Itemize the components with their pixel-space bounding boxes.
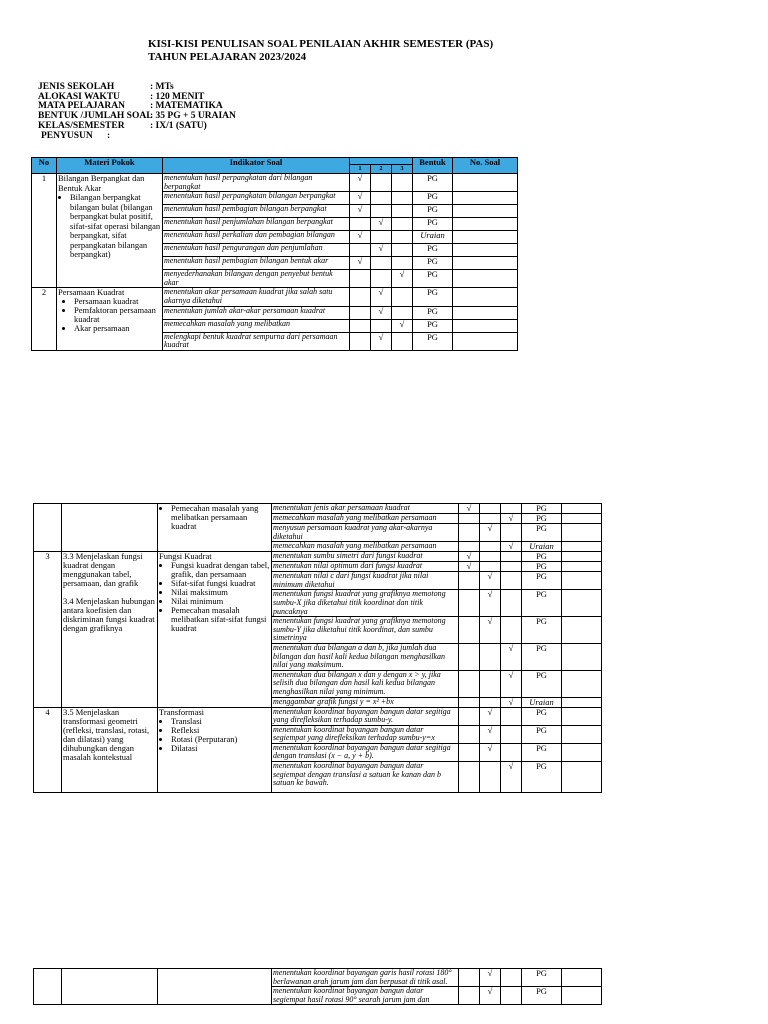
indikator-cell: memecahkan masalah yang melibatkan persamaan bbox=[272, 514, 459, 524]
level-check: √ bbox=[480, 987, 501, 1005]
bentuk-cell: PG bbox=[522, 572, 562, 590]
grid-table-3 bbox=[33, 968, 602, 1005]
document-subtitle: TAHUN PELAJARAN 2023/2024 bbox=[148, 51, 307, 63]
nosoal-cell bbox=[562, 590, 602, 617]
level-check bbox=[501, 562, 522, 572]
bentuk-cell: PG bbox=[522, 969, 562, 987]
nosoal-cell bbox=[562, 697, 602, 707]
bentuk-cell: PG bbox=[413, 306, 453, 319]
nosoal-cell bbox=[453, 270, 518, 288]
level-check bbox=[501, 617, 522, 644]
level-check bbox=[459, 643, 480, 670]
nosoal-cell bbox=[562, 670, 602, 697]
indikator-cell: menyusun persamaan kuadrat yang akar-akarnya diketahui bbox=[272, 524, 459, 542]
materi-item: • Sifat-sifat fungsi kuadrat bbox=[171, 579, 270, 588]
indikator-cell: menentukan koordinat bayangan bangun datar segiempat dengan translasi a satuan ke kanan dan b satuan ke bawah. bbox=[272, 762, 459, 793]
indikator-cell: menentukan koordinat bayangan bangun datar segiempat yang direfleksikan terhadap sumbu-y=x bbox=[272, 725, 459, 743]
indikator-cell: menentukan jenis akar persamaan kuadrat bbox=[272, 504, 459, 514]
table-row bbox=[34, 552, 602, 562]
level-check bbox=[480, 514, 501, 524]
indikator-cell: memecahkan masalah yang melibatkan bbox=[163, 319, 350, 332]
level-check bbox=[501, 552, 522, 562]
bentuk-cell: PG bbox=[522, 552, 562, 562]
bentuk-cell: PG bbox=[413, 205, 453, 218]
level-check: √ bbox=[501, 542, 522, 552]
indikator-cell: menentukan nilai optimum dari fungsi kuadrat bbox=[272, 562, 459, 572]
level-check bbox=[350, 244, 371, 257]
nosoal-cell bbox=[453, 306, 518, 319]
indikator-cell: menentukan jumlah akar-akar persamaan kuadrat bbox=[163, 306, 350, 319]
materi-item: • Nilai minimum bbox=[171, 597, 270, 606]
level-check bbox=[459, 725, 480, 743]
row-number: 2 bbox=[32, 288, 57, 350]
header-level-3: 3 bbox=[392, 165, 413, 174]
bentuk-cell: PG bbox=[522, 643, 562, 670]
nosoal-cell bbox=[453, 231, 518, 244]
row-number bbox=[34, 504, 62, 552]
level-check bbox=[350, 288, 371, 306]
table-row bbox=[32, 174, 518, 192]
materi-item: • Pemecahan masalah yang melibatkan persamaan kuadrat bbox=[171, 504, 270, 531]
bentuk-cell: PG bbox=[413, 288, 453, 306]
level-check bbox=[459, 524, 480, 542]
materi-title: Fungsi Kuadrat bbox=[159, 551, 212, 562]
level-check bbox=[371, 257, 392, 270]
nosoal-cell bbox=[453, 257, 518, 270]
level-check: √ bbox=[371, 332, 392, 350]
level-check bbox=[371, 174, 392, 192]
level-check bbox=[459, 697, 480, 707]
nosoal-cell bbox=[562, 524, 602, 542]
kd-cell: 3.5 Menjelaskan transformasi geometri (refleksi, translasi, rotasi, dan dilatasi) yang dihubungkan dengan masalah kontekstual bbox=[62, 707, 158, 793]
nosoal-cell bbox=[562, 762, 602, 793]
level-check bbox=[350, 332, 371, 350]
level-check bbox=[392, 218, 413, 231]
level-check bbox=[459, 743, 480, 761]
level-check bbox=[501, 590, 522, 617]
document-meta bbox=[38, 83, 236, 141]
materi-cell bbox=[57, 174, 163, 288]
level-check bbox=[501, 987, 522, 1005]
materi-item: • Fungsi kuadrat dengan tabel, grafik, dan persamaan bbox=[171, 561, 270, 579]
nosoal-cell bbox=[562, 514, 602, 524]
level-check: √ bbox=[459, 552, 480, 562]
nosoal-cell bbox=[562, 552, 602, 562]
bentuk-cell: PG bbox=[522, 514, 562, 524]
materi-title: Persamaan Kuadrat bbox=[58, 287, 125, 298]
bentuk-cell: PG bbox=[522, 562, 562, 572]
level-check bbox=[480, 552, 501, 562]
nosoal-cell bbox=[562, 617, 602, 644]
level-check bbox=[350, 218, 371, 231]
materi-item: • Akar persamaan bbox=[74, 324, 161, 333]
nosoal-cell bbox=[453, 218, 518, 231]
kd-text: 3.4 Menjelaskan hubungan antara koefisien dan diskriminan fungsi kuadrat dengan grafiknya bbox=[63, 596, 155, 634]
materi-item: • Rotasi (Perputaran) bbox=[171, 735, 270, 744]
level-check: √ bbox=[501, 670, 522, 697]
materi-item: • Persamaan kuadrat bbox=[74, 297, 161, 306]
materi-item: • Nilai maksimum bbox=[171, 588, 270, 597]
nosoal-cell bbox=[453, 244, 518, 257]
level-check bbox=[459, 707, 480, 725]
level-check bbox=[480, 562, 501, 572]
grid-table-2 bbox=[33, 503, 602, 793]
nosoal-cell bbox=[562, 504, 602, 514]
nosoal-cell bbox=[562, 969, 602, 987]
level-check: √ bbox=[480, 572, 501, 590]
materi-cell bbox=[158, 707, 272, 793]
level-check bbox=[350, 306, 371, 319]
level-check bbox=[501, 572, 522, 590]
level-check: √ bbox=[501, 514, 522, 524]
level-check bbox=[392, 205, 413, 218]
indikator-cell: melengkapi bentuk kuadrat sempurna dari persamaan kuadrat bbox=[163, 332, 350, 350]
bentuk-cell: PG bbox=[522, 617, 562, 644]
level-check: √ bbox=[350, 192, 371, 205]
nosoal-cell bbox=[453, 192, 518, 205]
indikator-cell: menentukan hasil penjumlahan bilangan berpangkat bbox=[163, 218, 350, 231]
indikator-cell: menentukan nilai c dari fungsi kuadrat jika nilai minimum diketahui bbox=[272, 572, 459, 590]
indikator-cell: menentukan koordinat bayangan bangun datar segitiga dengan translasi (x − a, y + b). bbox=[272, 743, 459, 761]
header-nosoal: No. Soal bbox=[453, 158, 518, 174]
level-check: √ bbox=[371, 288, 392, 306]
meta-label: PENYUSUN bbox=[41, 130, 93, 141]
level-check: √ bbox=[371, 244, 392, 257]
indikator-cell: memecahkan masalah yang melibatkan persamaan bbox=[272, 542, 459, 552]
level-check: √ bbox=[480, 725, 501, 743]
bentuk-cell: Uraian bbox=[413, 231, 453, 244]
level-check bbox=[392, 244, 413, 257]
bentuk-cell: PG bbox=[522, 707, 562, 725]
level-check bbox=[480, 542, 501, 552]
level-check bbox=[371, 205, 392, 218]
nosoal-cell bbox=[562, 572, 602, 590]
meta-value: : IX/1 (SATU) bbox=[150, 120, 207, 131]
level-check bbox=[371, 319, 392, 332]
level-check bbox=[392, 174, 413, 192]
indikator-cell: menentukan koordinat bayangan bangun datar segiempat hasil rotasi 90° searah jarum jam dan bbox=[272, 987, 459, 1005]
meta-value: : MTs bbox=[150, 82, 174, 92]
materi-item: • Translasi bbox=[171, 717, 270, 726]
level-check bbox=[501, 969, 522, 987]
indikator-cell: menentukan hasil perkalian dan pembagian bilangan bbox=[163, 231, 350, 244]
level-check bbox=[501, 524, 522, 542]
meta-label: ALOKASI WAKTU bbox=[38, 91, 120, 102]
level-check: √ bbox=[480, 524, 501, 542]
indikator-cell: menentukan fungsi kuadrat yang grafiknya memotong sumbu-Y jika diketahui titik koordinat, dan sumbu simetrinya bbox=[272, 617, 459, 644]
materi-item: • Dilatasi bbox=[171, 744, 270, 753]
level-check bbox=[392, 332, 413, 350]
table-row bbox=[34, 969, 602, 987]
level-check: √ bbox=[350, 174, 371, 192]
kd-cell bbox=[62, 504, 158, 552]
nosoal-cell bbox=[453, 205, 518, 218]
level-check bbox=[371, 192, 392, 205]
level-check bbox=[459, 617, 480, 644]
materi-title: Transformasi bbox=[159, 707, 205, 717]
meta-label: MATA PELAJARAN bbox=[38, 101, 125, 112]
level-check bbox=[459, 762, 480, 793]
level-check: √ bbox=[501, 643, 522, 670]
bentuk-cell: PG bbox=[522, 762, 562, 793]
level-check: √ bbox=[392, 270, 413, 288]
indikator-cell: menentukan sumbu simetri dari fungsi kuadrat bbox=[272, 552, 459, 562]
meta-value: : 120 MENIT bbox=[150, 91, 205, 102]
nosoal-cell bbox=[562, 725, 602, 743]
bentuk-cell: PG bbox=[522, 743, 562, 761]
level-check bbox=[480, 762, 501, 793]
header-indikator: Indikator Soal bbox=[163, 158, 350, 174]
level-check bbox=[459, 542, 480, 552]
nosoal-cell bbox=[562, 743, 602, 761]
materi-title: Bilangan Berpangkat dan Bentuk Akar bbox=[58, 173, 145, 193]
indikator-cell: menggambar grafik fungsi y = x² +bx bbox=[272, 697, 459, 707]
level-check bbox=[371, 231, 392, 244]
kd-text: 3.3 Menjelaskan fungsi kuadrat dengan menggunakan tabel, persamaan, dan grafik bbox=[63, 551, 143, 589]
level-check: √ bbox=[350, 257, 371, 270]
kd-cell bbox=[62, 969, 158, 1005]
bentuk-cell: PG bbox=[522, 590, 562, 617]
level-check bbox=[350, 270, 371, 288]
bentuk-cell: PG bbox=[522, 504, 562, 514]
header-level-1: 1 bbox=[350, 165, 371, 174]
indikator-cell: menentukan koordinat bayangan bangun datar segitiga yang direfleksikan terhadap sumbu-y. bbox=[272, 707, 459, 725]
level-check: √ bbox=[371, 306, 392, 319]
row-number: 3 bbox=[34, 552, 62, 707]
level-check bbox=[501, 725, 522, 743]
bentuk-cell: PG bbox=[413, 218, 453, 231]
bentuk-cell: PG bbox=[413, 257, 453, 270]
meta-value: : bbox=[107, 130, 111, 141]
materi-cell bbox=[158, 504, 272, 552]
level-check bbox=[501, 504, 522, 514]
level-check: √ bbox=[371, 218, 392, 231]
nosoal-cell bbox=[562, 643, 602, 670]
level-check: √ bbox=[392, 319, 413, 332]
materi-item: • Refleksi bbox=[171, 726, 270, 735]
indikator-cell: menentukan koordinat bayangan garis hasil rotasi 180° berlawanan arah jarum jam dan berpusat di titik asal. bbox=[272, 969, 459, 987]
indikator-cell: menentukan dua bilangan a dan b, jika jumlah dua bilangan dan hasil kali kedua bilangan menghasilkan nilai yang maksimum. bbox=[272, 643, 459, 670]
bentuk-cell: PG bbox=[413, 332, 453, 350]
level-check: √ bbox=[480, 743, 501, 761]
header-materi: Materi Pokok bbox=[57, 158, 163, 174]
indikator-cell: menentukan hasil pengurangan dan penjumlahan bbox=[163, 244, 350, 257]
nosoal-cell bbox=[453, 332, 518, 350]
meta-label: BENTUK /JUMLAH SOAL bbox=[38, 111, 153, 122]
indikator-cell: menentukan hasil pembagian bilangan bentuk akar bbox=[163, 257, 350, 270]
bentuk-cell: PG bbox=[522, 725, 562, 743]
level-check bbox=[459, 590, 480, 617]
header-level-2: 2 bbox=[371, 165, 392, 174]
level-check bbox=[459, 572, 480, 590]
materi-item: • Pemfaktoran persamaan kuadrat bbox=[74, 306, 161, 324]
document-title: KISI-KISI PENULISAN SOAL PENILAIAN AKHIR SEMESTER (PAS) bbox=[148, 38, 494, 50]
materi-item: • Pemecahan masalah melibatkan sifat-sifat fungsi kuadrat bbox=[171, 606, 270, 633]
meta-label: KELAS/SEMESTER bbox=[38, 120, 125, 131]
level-check bbox=[459, 670, 480, 697]
nosoal-cell bbox=[562, 542, 602, 552]
level-check: √ bbox=[459, 504, 480, 514]
level-check bbox=[392, 231, 413, 244]
nosoal-cell bbox=[562, 562, 602, 572]
meta-value: : 35 PG + 5 URAIAN bbox=[150, 111, 236, 122]
level-check bbox=[371, 270, 392, 288]
bentuk-cell: PG bbox=[413, 319, 453, 332]
level-check bbox=[392, 192, 413, 205]
header-no: No bbox=[32, 158, 57, 174]
bentuk-cell: PG bbox=[522, 524, 562, 542]
grid-table-1 bbox=[31, 157, 518, 351]
level-check bbox=[501, 707, 522, 725]
meta-value: : MATEMATIKA bbox=[150, 101, 223, 112]
level-check bbox=[392, 288, 413, 306]
nosoal-cell bbox=[562, 707, 602, 725]
level-check: √ bbox=[501, 762, 522, 793]
level-check bbox=[459, 969, 480, 987]
level-check: √ bbox=[459, 562, 480, 572]
materi-item: • Bilangan berpangkat bilangan bulat (bilangan berpangkat bulat positif, sifat-sifat operasi bilangan berpangkat, sifat perpangkatan bilangan berpangkat) bbox=[70, 193, 161, 260]
meta-label: JENIS SEKOLAH bbox=[38, 82, 115, 92]
indikator-cell: menentukan fungsi kuadrat yang grafiknya memotong sumbu-X jika diketahui titik koordinat dan titik puncaknya bbox=[272, 590, 459, 617]
materi-cell bbox=[57, 288, 163, 350]
level-check: √ bbox=[350, 231, 371, 244]
level-check: √ bbox=[480, 590, 501, 617]
indikator-cell: menentukan dua bilangan x dan y dengan x > y, jika selisih dua bilangan dan hasil kali kedua bilangan menghasilkan nilai yang minimum. bbox=[272, 670, 459, 697]
level-check: √ bbox=[480, 707, 501, 725]
level-check: √ bbox=[480, 617, 501, 644]
level-check: √ bbox=[501, 697, 522, 707]
level-check bbox=[392, 257, 413, 270]
indikator-cell: menentukan hasil perpangkatan dari bilangan berpangkat bbox=[163, 174, 350, 192]
bentuk-cell: PG bbox=[522, 670, 562, 697]
bentuk-cell: Uraian bbox=[522, 697, 562, 707]
indikator-cell: menentukan hasil perpangkatan bilangan berpangkat bbox=[163, 192, 350, 205]
materi-cell bbox=[158, 552, 272, 707]
table-row bbox=[32, 288, 518, 306]
level-check bbox=[480, 670, 501, 697]
bentuk-cell: PG bbox=[413, 174, 453, 192]
table-row bbox=[34, 707, 602, 725]
row-number: 4 bbox=[34, 707, 62, 793]
level-check bbox=[480, 643, 501, 670]
indikator-cell: menentukan akar persamaan kuadrat jika salah satu akarnya diketahui bbox=[163, 288, 350, 306]
materi-cell bbox=[158, 969, 272, 1005]
indikator-cell: menyederhanakan bilangan dengan penyebut bentuk akar bbox=[163, 270, 350, 288]
nosoal-cell bbox=[562, 987, 602, 1005]
level-check: √ bbox=[480, 969, 501, 987]
level-check bbox=[501, 743, 522, 761]
bentuk-cell: PG bbox=[413, 244, 453, 257]
bentuk-cell: Uraian bbox=[522, 542, 562, 552]
level-check bbox=[480, 697, 501, 707]
nosoal-cell bbox=[453, 288, 518, 306]
row-number bbox=[34, 969, 62, 1005]
level-check bbox=[480, 504, 501, 514]
header-level bbox=[350, 158, 413, 165]
level-check bbox=[392, 306, 413, 319]
bentuk-cell: PG bbox=[522, 987, 562, 1005]
bentuk-cell: PG bbox=[413, 270, 453, 288]
kd-cell bbox=[62, 552, 158, 707]
level-check bbox=[350, 319, 371, 332]
row-number: 1 bbox=[32, 174, 57, 288]
level-check bbox=[459, 987, 480, 1005]
bentuk-cell: PG bbox=[413, 192, 453, 205]
nosoal-cell bbox=[453, 319, 518, 332]
level-check bbox=[459, 514, 480, 524]
nosoal-cell bbox=[453, 174, 518, 192]
table-row bbox=[34, 504, 602, 514]
indikator-cell: menentukan hasil pembagian bilangan berpangkat bbox=[163, 205, 350, 218]
header-bentuk: Bentuk bbox=[413, 158, 453, 174]
level-check: √ bbox=[350, 205, 371, 218]
